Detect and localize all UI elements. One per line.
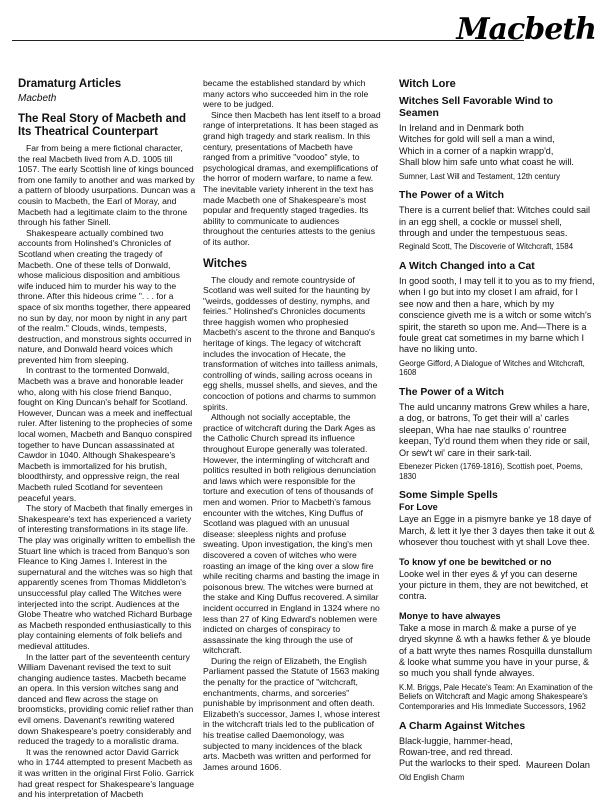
witches-paragraph: Although not socially acceptable, the practice of witchcraft during the Dark Ages as the Catholic Church spread its influence throughout Europe generally was tolerated. However, the intermingling of witchcraft and politics resulted in both religious denunciation and laws which were responsible for the torture and execution of tens of thousands of men and women. Prior to Macbeth's famous encounter with the witches, King Duffus of Scotland was plagued with an unusual disease: sleepless nights and profuse sweating. Upon investigation, the king's men discovered a coven of witches who were roasting an image of the king over a slow fire while reciting charms and basting the image in poisonous brew. The witches were burned at the stake and King Duffus recovered. A similar incident occurred in England in 1324 where no less than 27 of King Edward's noblemen were indicted on charges of conspiracy to assassinate the king through the use of witchcraft. <box>203 412 380 656</box>
article-paragraph: became the established standard by which many actors who succeeded him in the role were to be judged. <box>203 78 369 110</box>
article-paragraph: In contrast to the tormented Donwald, Macbeth was a brave and honorable leader who, along with his close friend Banquo, fought on King Duncan's behalf for Scotland. However, Duncan was a meek and ineffectual ruler. After listening to the prophecies of some local women, Macbeth and Banquo conspired together to have Duncan assassinated at Cawdor in 1040. Although Shakespeare's Macbeth is immortalized for his brutish, bloodthirsty, and oppressive reign, the real Macbeth ruled Scotland for seventeen peaceful years. <box>18 365 193 503</box>
article-paragraph: The story of Macbeth that finally emerges in Shakespeare's text has experienced a variety of interesting transformations in its stage life. The play was originally written to embellish the Stuart line which is traced from Banquo's son Fleance to King James I. Interest in the supernatural and the witches was so high that apparently scenes from Thomas Middleton's unsuccessful play called The Witches were interjected into the script. Audiences at the Globe Theatre who watched Richard Burbage as Macbeth responded enthusiastically to this play containing elements of folk beliefs and medieval attitudes. <box>18 503 196 651</box>
witches-paragraph: The cloudy and remote countryside of Scotland was well suited for the haunting by "weirds, goddesses of destiny, nymphs, and feiries." Holinshed's Chronicles documents three haggish women who prophesied Macbeth's ascent to the throne and Banquo's heritage of kings. The legacy of witchcraft includes the invocation of Hecate, the transformation of witches into tailless animals, controlling of winds, sailing across oceans in egg shells, mussel shells, and sieves, and the concoction of potions and charms to summon spirits. <box>203 274 378 412</box>
header-rule <box>12 40 524 41</box>
article-title: The Real Story of Macbeth and Its Theatrical Counterpart <box>18 113 187 138</box>
section-title: Dramaturg Articles <box>18 78 122 90</box>
spell-body: Looke wel in ther eyes & yf you can deserne your picture in them, they are not bewitched, et contra. <box>399 568 589 602</box>
lore-item-title: A Witch Changed into a Cat <box>399 261 535 273</box>
witches-paragraph: During the reign of Elizabeth, the English Parliament passed the Statute of 1563 making the penalty for the practice of "witchcraft, enchantments, charms, and sorceries" punishable by imprisonment and often death. Elizabeth's successor, James I, whose interest in the witchcraft trials led to the publication of his treatise called Daemonology, was subjected to many incidences of the black arts. Macbeth was written and performed for James around 1606. <box>203 655 380 772</box>
spells-citation: K.M. Briggs, Pale Hecate's Team: An Examination of the Beliefs on Witchcraft and Magic among Shakespeare's Contemporaries and His Immediate Successors, 1962 <box>399 682 593 711</box>
lore-item-body: There is a current belief that: Witches could sail in an egg shell, a cockle or mussel shell, through and under the tempestuous seas. <box>399 205 591 239</box>
lore-item-title: The Power of a Witch <box>399 190 504 202</box>
spell-body: Take a mose in march & make a purse of ye dryed skynne & wth a hawks fether & ye bloude of a batt wryte thes names Rosquilla dunstallum & looke what summe you have in your purse, & so much you shall fynde alwayes. <box>399 622 593 679</box>
article-paragraph: In the latter part of the seventeenth century William Davenant revised the text to suit changing audience tastes. Macbeth became an opera. In this version witches sang and danced and flew across the stage on broomsticks, providing comic relief rather than evil omens. Davenant's rewriting watered down Shakespeare's poetry considerably and reduced the tragedy to a moralistic drama. <box>18 651 194 747</box>
page-title: Macbeth <box>456 12 596 47</box>
lore-item-title: The Power of a Witch <box>399 387 504 399</box>
witch-lore-heading: Witch Lore <box>399 78 456 90</box>
middle-column <box>203 78 381 772</box>
left-column <box>18 78 196 800</box>
charm-title: A Charm Against Witches <box>399 720 526 732</box>
lore-item-citation: George Gifford, A Dialogue of Witches and Witchcraft, 1608 <box>399 358 585 378</box>
author-name: Maureen Dolan <box>525 759 590 770</box>
article-paragraph: It was the renowned actor David Garrick who in 1744 attempted to present Macbeth as it was written in the original First Folio. Garrick had great respect for Shakespeare's language and his interpretation of Macbeth <box>18 746 195 800</box>
spell-body: Laye an Egge in a pismyre banke ye 18 daye of March, & lett it lye ther 3 dayes then take it out & whosever thou touchest with yt shall Love thee. <box>399 514 595 548</box>
article-paragraph: Shakespeare actually combined two accounts from Holinshed's Chronicles of Scotland when creating the tragedy of Macbeth. One of these tells of Donwald, whose malicious disposition and ambitious wife induced him to murder his way to the throne. After this hideous crime ". . . for a space of six months together, there appeared no sun by day, nor moon by night in any part of the realm." Clouds, winds, tempests, destruction, and monstrous sights occurred in nature, and Donwald heard voices which prevented him from sleeping. <box>18 227 192 365</box>
lore-item-citation: Ebenezer Picken (1769-1816), Scottish poet, Poems, 1830 <box>399 462 583 481</box>
spell-title: For Love <box>399 502 438 513</box>
right-column <box>399 78 595 782</box>
spells-heading: Some Simple Spells <box>399 490 498 502</box>
article-paragraph: Far from being a mere fictional character, the real Macbeth lived from A.D. 1005 till 1057. The early Scottish line of kings bounced from one family to another and was marked by a pattern of bloody usurpations. Duncan was a cousin to Macbeth, the Earl of Moray, and Macbeth had a legitimate claim to the throne through his father Sinell. <box>18 143 196 228</box>
lore-item-citation: Reginald Scott, The Discoverie of Witchcraft, 1584 <box>399 242 574 252</box>
lore-item-body: The auld uncanny matrons Grew whiles a hare, a dog, or batrons, To get their will a' carles sleepan, Wha hae nae staulks o' rountree keepan, Ty'd round them when they ride or sail, Or sew't wi' care in their sark-tail. <box>399 402 590 458</box>
spell-title: Monye to have alwayes <box>399 610 501 621</box>
witches-heading: Witches <box>203 257 247 270</box>
article-paragraph: Since then Macbeth has lent itself to a broad range of interpretations. It has been staged as grand high tragedy and stark realism. In this century, presentations of Macbeth have ranged from a primitive "voodoo" style, to psychological dramas, and exemplifications of the horror of modern warfare, to name a few. The inevitable variety inherent in the text has made Macbeth one of Shakespeare's most popular and frequently staged tragedies. Its ability to communicate to audiences throughout the centuries attests to the genius of its author. <box>203 109 381 247</box>
spell-title: To know yf one be bewitched or no <box>399 556 552 567</box>
lore-item-body: In good sooth, I may tell it to you as to my friend, when I go but into my closet I am afraid, for I see now and then a hare, which by my conscience giveth me is a witch or some witch's spirit, the stareth so upon me. And—There is a foule great cat sometimes in my barne which I have no liking unto. <box>399 276 595 355</box>
section-subtitle: Macbeth <box>18 93 57 104</box>
lore-item-citation: Sumner, Last Will and Testament, 12th century <box>399 171 561 181</box>
lore-item-title: Witches Sell Favorable Wind to Seamen <box>399 96 553 119</box>
charm-body: Black-luggie, hammer-head, Rowan-tree, and red thread. Put the warlocks to their sped. <box>399 735 521 769</box>
charm-citation: Old English Charm <box>399 772 465 782</box>
lore-item-body: In Ireland and in Denmark both Witches for gold will sell a man a wind, Which in a corner of a napkin wrapp'd, Shall blow him safe unto what coast he will. <box>399 123 574 168</box>
